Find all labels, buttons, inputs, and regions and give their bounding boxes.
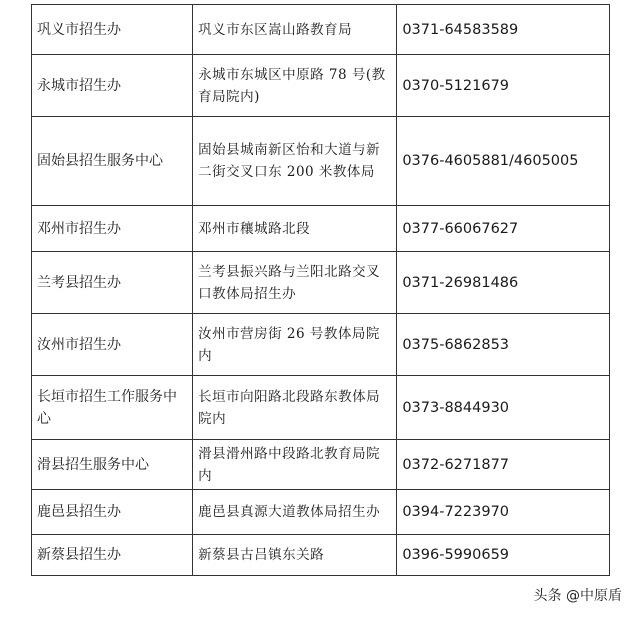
office-name: 长垣市招生工作服务中心 [32,376,193,440]
office-phone: 0370-5121679 [397,55,610,117]
office-phone: 0394-7223970 [397,490,610,535]
table-row [32,314,610,376]
office-phone: 0376-4605881/4605005 [397,117,610,206]
office-name: 固始县招生服务中心 [32,117,193,206]
table-row [32,252,610,314]
admissions-office-table [31,4,610,576]
office-phone: 0396-5990659 [397,535,610,576]
office-name: 新蔡县招生办 [32,535,193,576]
table-row [32,535,610,576]
table-row [32,55,610,117]
office-address: 兰考县振兴路与兰阳北路交叉口教体局招生办 [193,252,397,314]
source-watermark: 头条 @中原盾 [533,588,622,604]
office-address: 新蔡县古吕镇东关路 [193,535,397,576]
office-address: 永城市东城区中原路 78 号(教育局院内) [193,55,397,117]
table-row [32,206,610,252]
table-row [32,117,610,206]
table-row [32,490,610,535]
office-name: 永城市招生办 [32,55,193,117]
office-name: 巩义市招生办 [32,5,193,55]
office-phone: 0375-6862853 [397,314,610,376]
office-phone: 0372-6271877 [397,440,610,490]
office-name: 邓州市招生办 [32,206,193,252]
office-name: 兰考县招生办 [32,252,193,314]
office-name: 鹿邑县招生办 [32,490,193,535]
office-phone: 0371-64583589 [397,5,610,55]
office-address: 巩义市东区嵩山路教育局 [193,5,397,55]
office-name: 汝州市招生办 [32,314,193,376]
table-row [32,440,610,490]
table-row [32,5,610,55]
office-phone: 0377-66067627 [397,206,610,252]
office-address: 鹿邑县真源大道教体局招生办 [193,490,397,535]
office-name: 滑县招生服务中心 [32,440,193,490]
office-address: 固始县城南新区怡和大道与新二街交叉口东 200 米教体局 [193,117,397,206]
table-row [32,376,610,440]
office-address: 邓州市穰城路北段 [193,206,397,252]
office-phone: 0373-8844930 [397,376,610,440]
office-address: 汝州市营房街 26 号教体局院内 [193,314,397,376]
office-address: 滑县滑州路中段路北教育局院内 [193,440,397,490]
office-address: 长垣市向阳路北段路东教体局院内 [193,376,397,440]
office-phone: 0371-26981486 [397,252,610,314]
